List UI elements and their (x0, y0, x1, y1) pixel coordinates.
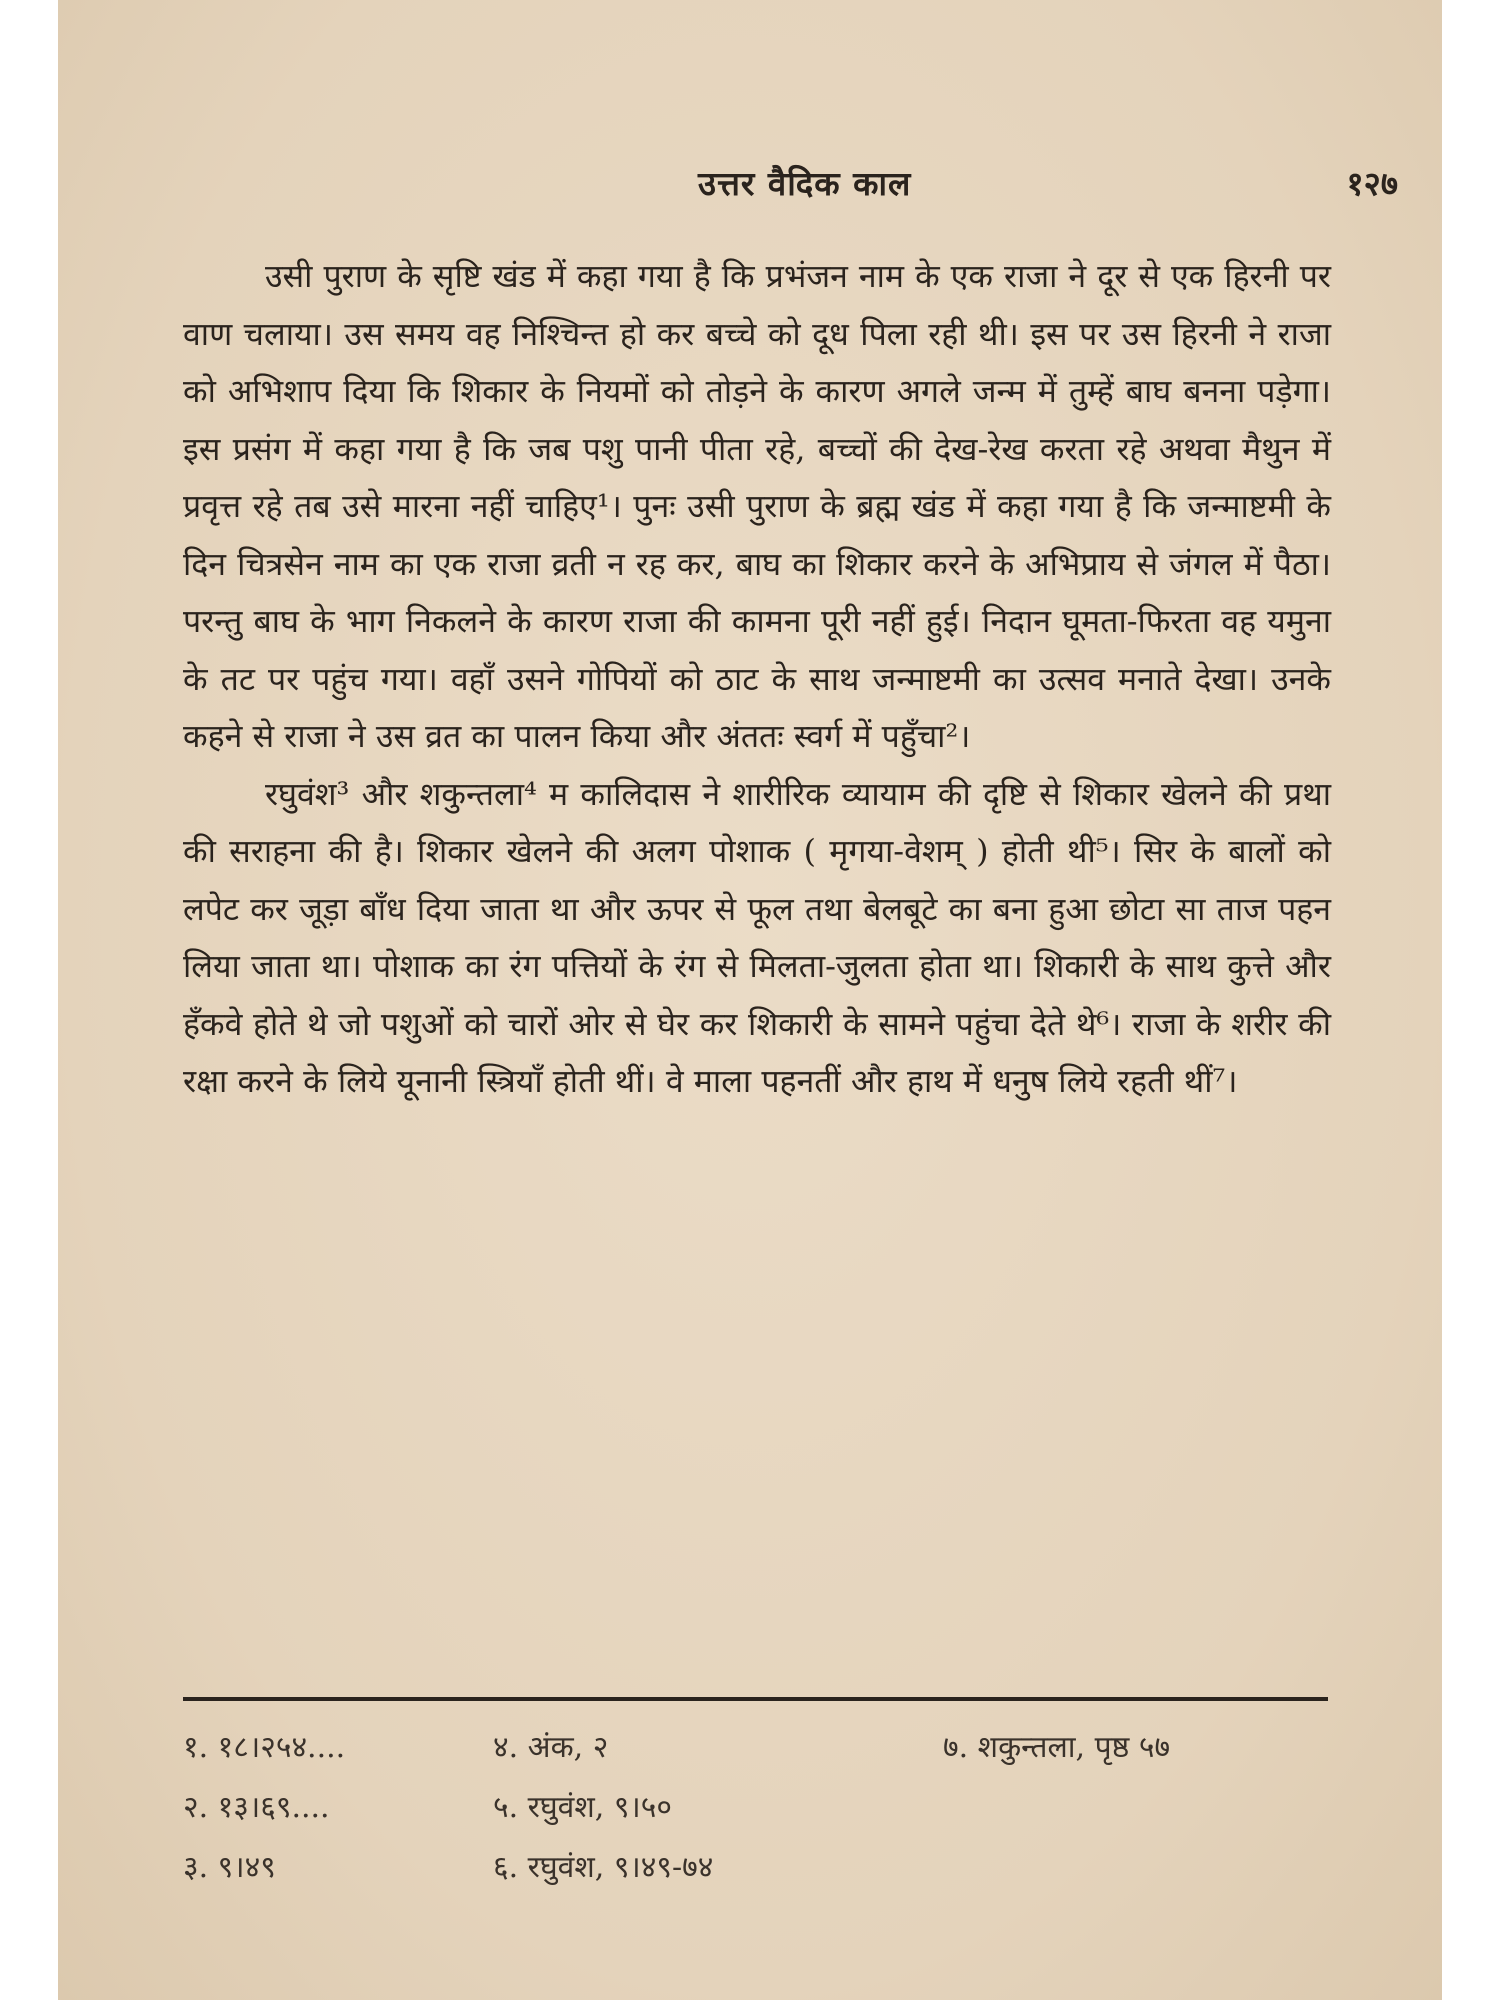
footnote-7: ७. शकुन्तला, पृष्ठ ५७ (943, 1730, 1171, 1765)
body-text (183, 248, 1331, 1111)
paragraph: रघुवंश³ और शकुन्तला⁴ म कालिदास ने शारीरिक व्यायाम की दृष्टि से शिकार खेलने की प्रथा की सराहना की है। शिकार खेलने की अलग पोशाक ( मृगया-वेशम् ) होती थी⁵। सिर के बालों को लपेट कर जूड़ा बाँध दिया जाता था और ऊपर से फूल तथा बेलबूटे का बना हुआ छोटा सा ताज पहन लिया जाता था। पोशाक का रंग पत्तियों के रंग से मिलता-जुलता होता था। शिकारी के साथ कुत्ते और हँकवे होते थे जो पशुओं को चारों ओर से घेर कर शिकारी के सामने पहुंचा देते थे⁶। राजा के शरीर की रक्षा करने के लिये यूनानी स्त्रियाँ होती थीं। वे माला पहनतीं और हाथ में धनुष लिये रहती थीं⁷। (183, 774, 1331, 1100)
footnote-1: १. १८।२५४.... (183, 1730, 346, 1765)
footnote-3: ३. ९।४९ (183, 1850, 276, 1885)
paragraph: उसी पुराण के सृष्टि खंड में कहा गया है कि प्रभंजन नाम के एक राजा ने दूर से एक हिरनी पर वाण चलाया। उस समय वह निश्चिन्त हो कर बच्चे को दूध पिला रही थी। इस पर उस हिरनी ने राजा को अभिशाप दिया कि शिकार के नियमों को तोड़ने के कारण अगले जन्म में तुम्हें बाघ बनना पड़ेगा। इस प्रसंग में कहा गया है कि जब पशु पानी पीता रहे, बच्चों की देख-रेख करता रहे अथवा मैथुन में प्रवृत्त रहे तब उसे मारना नहीं चाहिए¹। पुनः उसी पुराण के ब्रह्म खंड में कहा गया है कि जन्माष्टमी के दिन चित्रसेन नाम का एक राजा व्रती न रह कर, बाघ का शिकार करने के अभिप्राय से जंगल में पैठा। परन्तु बाघ के भाग निकलने के कारण राजा की कामना पूरी नहीं हुई। निदान घूमता-फिरता वह यमुना के तट पर पहुंच गया। वहाँ उसने गोपियों को ठाट के साथ जन्माष्टमी का उत्सव मनाते देखा। उनके कहने से राजा ने उस व्रत का पालन किया और अंततः स्वर्ग में पहुँचा²। (183, 257, 1331, 755)
footnote-divider (183, 1697, 1328, 1701)
footnote-2: २. १३।६९.... (183, 1790, 330, 1825)
footnote-5: ५. रघुवंश, ९।५० (493, 1790, 672, 1825)
footnote-4: ४. अंक, २ (493, 1730, 609, 1765)
running-title: उत्तर वैदिक काल (698, 164, 912, 203)
footnote-6: ६. रघुवंश, ९।४९-७४ (493, 1850, 714, 1885)
page-number: १२७ (1346, 164, 1398, 203)
page-header (178, 160, 1398, 210)
book-page (58, 0, 1442, 2000)
